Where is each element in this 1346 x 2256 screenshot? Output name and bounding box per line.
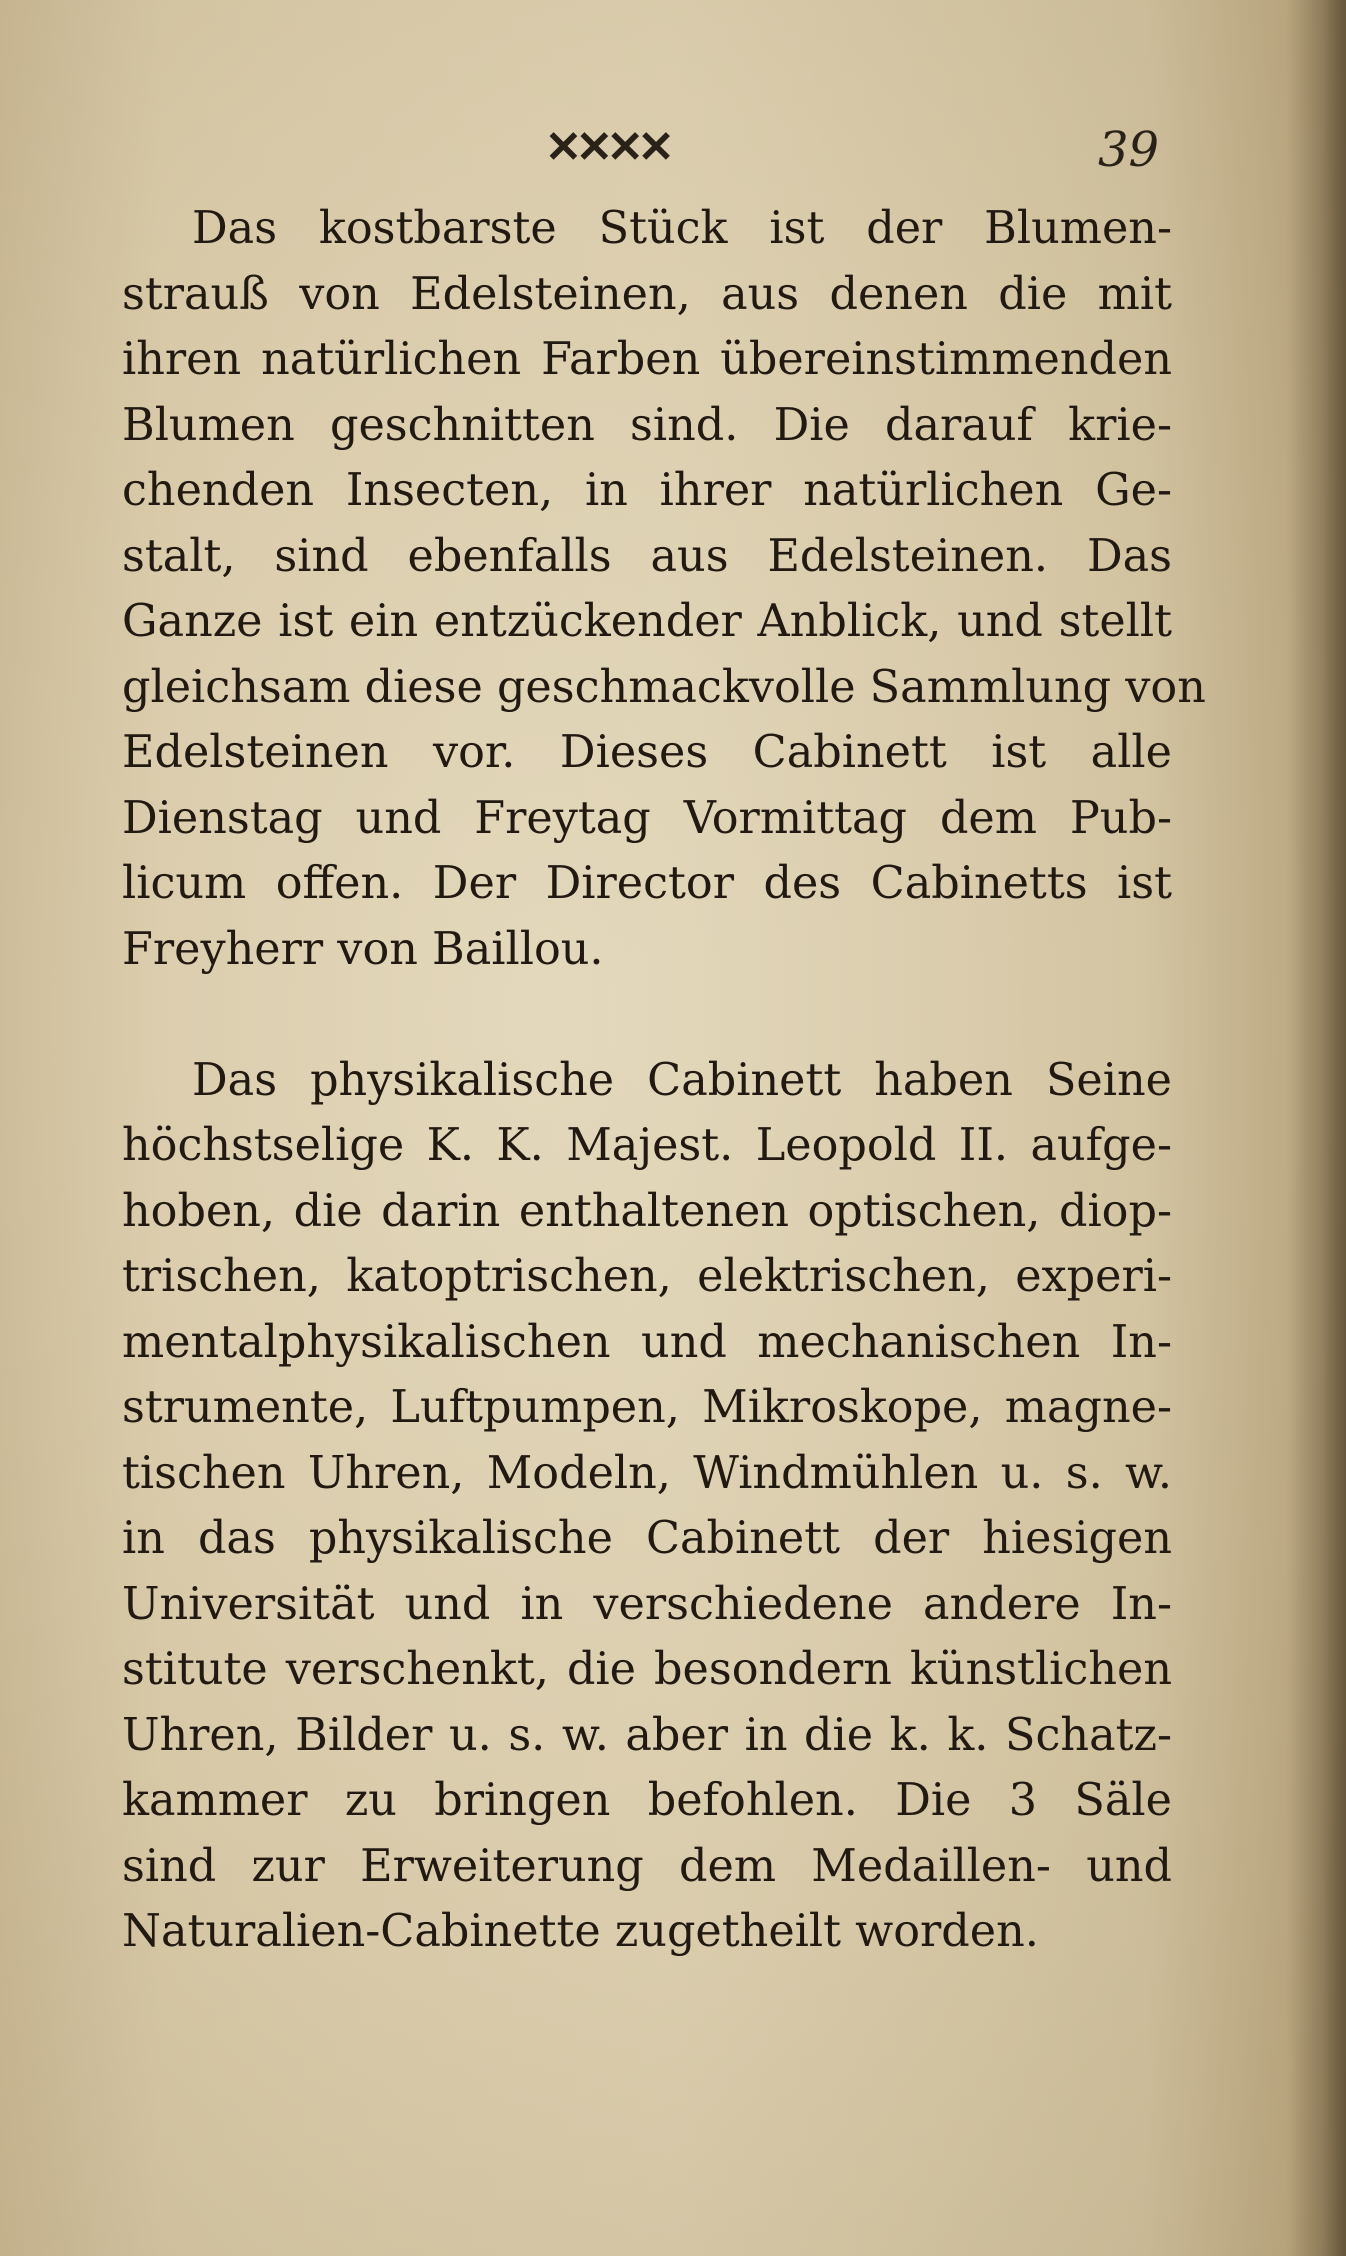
text-line: gleichsam diese geschmackvolle Sammlung von (122, 661, 1206, 713)
body-text (122, 196, 1206, 1965)
text-line: strumente, Luftpumpen, Mikroskope, magne- (122, 1382, 1172, 1433)
paragraph-1 (122, 196, 1206, 982)
text-line: licum offen. Der Director des Cabinetts ist (122, 858, 1172, 909)
text-line: Das physikalische Cabinett haben Seine (192, 1054, 1172, 1106)
text-line: mentalphysikalischen und mechanischen In- (122, 1316, 1172, 1368)
text-line: stalt, sind ebenfalls aus Edelsteinen. Das (122, 530, 1172, 582)
page-edge-shadow (1286, 0, 1346, 2256)
page-number: 39 (1098, 122, 1160, 178)
text-line: Universität und in verschiedene andere In- (122, 1578, 1172, 1630)
text-line: sind zur Erweiterung dem Medaillen- und (122, 1840, 1172, 1892)
text-line: Freyherr von Baillou. (122, 923, 604, 975)
text-line: in das physikalische Cabinett der hiesigen (122, 1513, 1172, 1564)
text-line: höchstselige K. K. Majest. Leopold II. aufge- (122, 1120, 1172, 1171)
text-line: kammer zu bringen befohlen. Die 3 Säle (122, 1775, 1172, 1826)
text-line: Ganze ist ein entzückender Anblick, und stellt (122, 596, 1172, 647)
page-header (0, 120, 1346, 180)
text-line: tischen Uhren, Modeln, Windmühlen u. s. w. (122, 1447, 1172, 1499)
text-line: Uhren, Bilder u. s. w. aber in die k. k. Schatz- (122, 1709, 1172, 1761)
text-line: chenden Insecten, in ihrer natürlichen Ge- (122, 465, 1172, 516)
text-line: Das kostbarste Stück ist der Blumen- (192, 203, 1172, 254)
header-ornament: ✕✕✕✕ (545, 122, 669, 173)
text-line: hoben, die darin enthaltenen optischen, diop- (122, 1185, 1172, 1237)
text-line: Dienstag und Freytag Vormittag dem Pub- (122, 792, 1172, 844)
paragraph-gap (122, 982, 1172, 1048)
text-line: Blumen geschnitten sind. Die darauf krie- (122, 399, 1172, 451)
text-line: trischen, katoptrischen, elektrischen, experi- (122, 1251, 1172, 1302)
text-line: ihren natürlichen Farben übereinstimmenden (122, 334, 1172, 385)
text-line: stitute verschenkt, die besondern künstlichen (122, 1644, 1172, 1695)
paragraph-2 (122, 1048, 1172, 1965)
text-line: Edelsteinen vor. Dieses Cabinett ist alle (122, 727, 1172, 778)
text-line: Naturalien-Cabinette zugetheilt worden. (122, 1906, 1039, 1957)
text-line: strauß von Edelsteinen, aus denen die mit (122, 268, 1172, 320)
